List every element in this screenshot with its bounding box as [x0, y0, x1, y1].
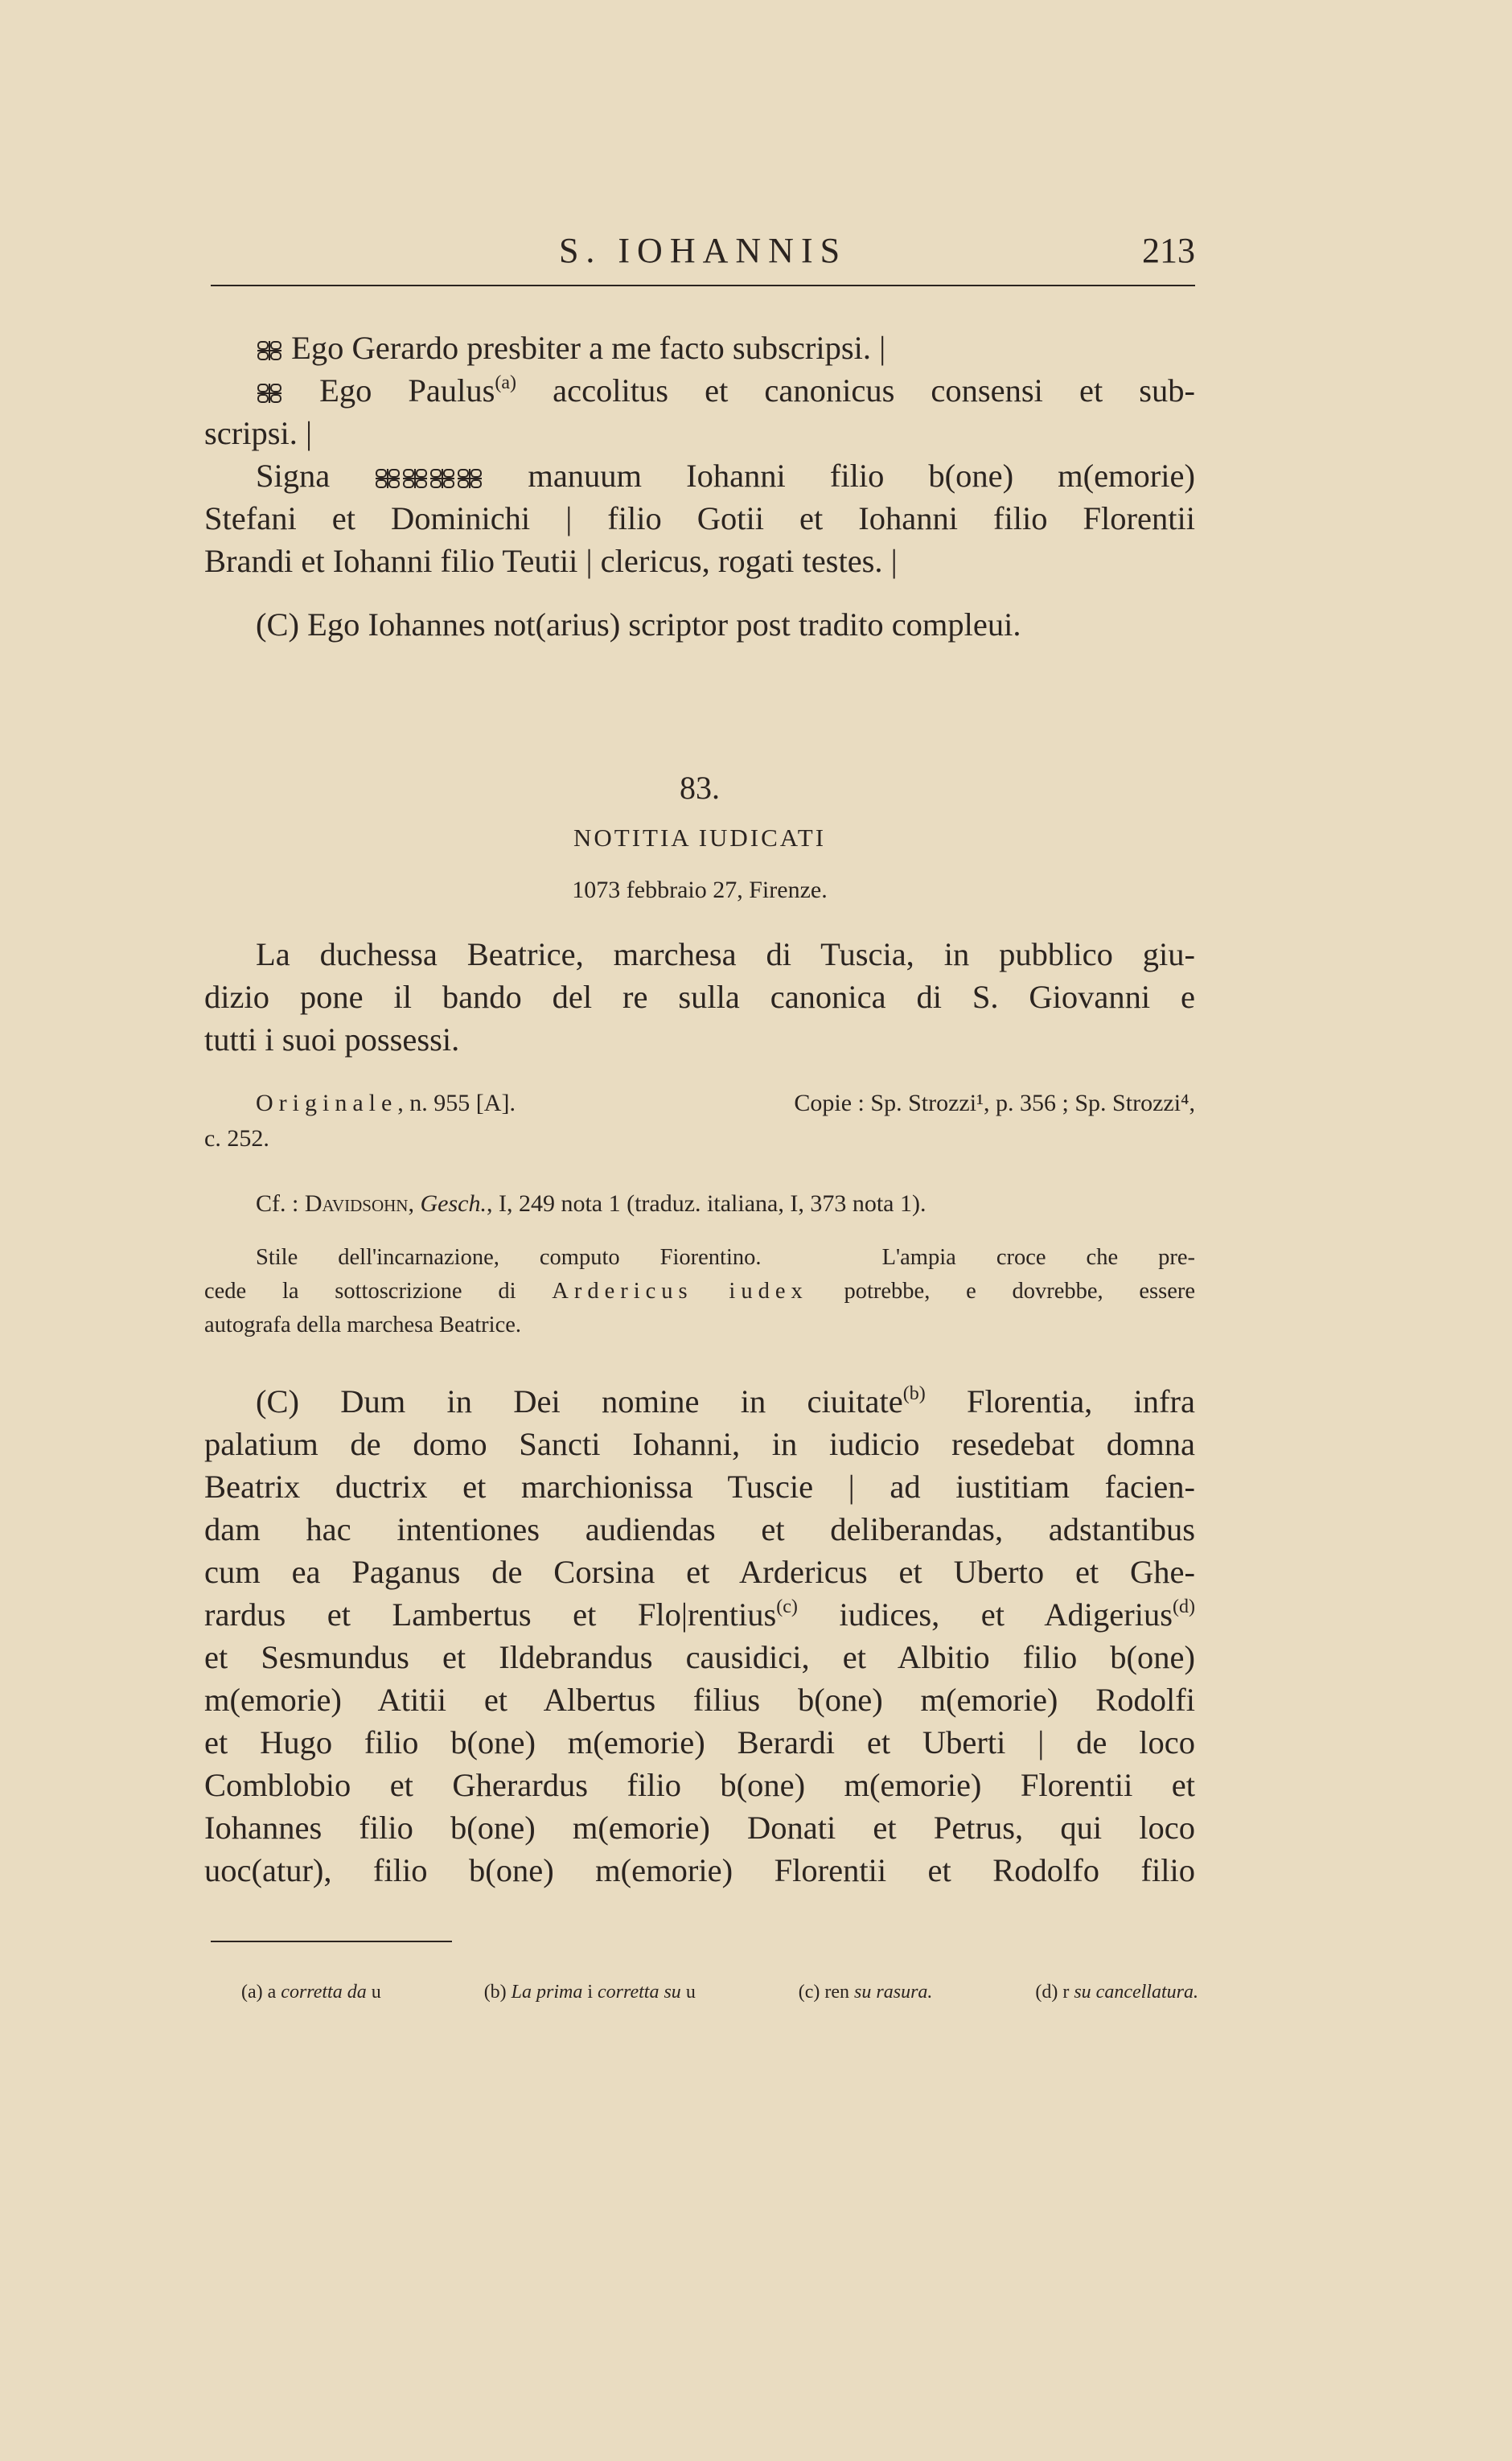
footnote-ref-d: (d) — [1173, 1596, 1196, 1617]
copies-continued: c. 252. — [204, 1125, 269, 1152]
cross-signum-icon — [430, 469, 454, 488]
literature-reference: Cf. : Davidsohn, Gesch., I, 249 nota 1 (traduz. italiana, I, 373 nota 1). — [256, 1190, 927, 1217]
regest-line: La duchessa Beatrice, marchesa di Tuscia, in pubblico giu- — [256, 936, 1195, 972]
notary-subscription: (C) Ego Iohannes not(arius) scriptor post tradito compleui. — [256, 606, 1021, 643]
footnote-a: (a) a corretta da u — [241, 1982, 381, 2003]
cross-signum-icon — [376, 469, 400, 488]
footnote-ref-a: (a) — [495, 372, 517, 393]
header-rule — [211, 285, 1195, 286]
running-header — [211, 227, 1195, 283]
subscriptions — [204, 327, 1195, 646]
footnote-c: (c) ren su rasura. — [798, 1982, 933, 2003]
footnote-b: (b) La prima i corretta su u — [483, 1982, 696, 2003]
running-title: S. IOHANNIS — [558, 231, 848, 270]
document-title: NOTITIA IUDICATI — [573, 824, 827, 852]
date-place: 1073 febbraio 27, Firenze. — [572, 877, 828, 903]
regest-line: tutti i suoi possessi. — [204, 1021, 460, 1058]
regest — [204, 933, 1195, 1061]
witnesses-line-end: Brandi et Iohanni filio Teutii | clericus, rogati testes. | — [204, 543, 898, 579]
footnote-ref-c: (c) — [776, 1596, 798, 1617]
tradition: Originale, n. 955 [A]. Copie : Sp. Strozzi¹, p. 356 ; Sp. Strozzi⁴, c. 252. — [204, 1086, 1195, 1157]
subscription-paulus-end: scripsi. | — [204, 415, 313, 451]
cross-signum-icon — [458, 469, 482, 488]
cross-signum-icon — [257, 341, 281, 360]
document-text: (C) Dum in Dei nomine in ciuitate$^{(b)}$ Florentia, infra palatium de domo Sancti Iohanni, in iudicio resedebat domna Beatrix ductrix et marchionissa Tuscie | ad iustitiam facien- dam hac intentiones audiendas et deliberandas, adstantibus cum ea Paganus de Corsina et Ardericus et Uberto et Ghe- rardus et Lambertus et Flo|rentius$^{(c)}$ iudices, et Adigerius$^{(d)}$ et Sesmundus et Ildebrandus causidici, et Albitio filio b(one) m(emorie) Atitii et Albertus filius b(one) m(emorie) Rodolfi et Hugo filio b(one) m(emorie) Berardi et Uberti | de loco Comblobio et Gherardus filio b(one) m(emorie) Florentii et Iohannes filio b(one) m(emorie) Donati et Petrus, qui loco uoc(atur), filio b(one) m(emorie) Florentii et Rodolfo filio — [204, 1383, 1196, 1888]
cf-work: Gesch. — [420, 1190, 487, 1217]
cross-signum-icon — [257, 384, 281, 403]
footnote-rule — [211, 1941, 452, 1942]
cf-author: Davidsohn — [304, 1190, 409, 1217]
editorial-note: Stile dell'incarnazione, computo Fiorentino. L'ampia croce che pre- cede la sottoscrizione di Ardericus iudex potrebbe, e dovrebbe, essere autografa della marchesa Beatrice. — [204, 1245, 1196, 1337]
page-number: 213 — [1142, 231, 1195, 270]
tradition-label: Originale — [256, 1090, 398, 1116]
footnote-ref-b: (b) — [902, 1383, 926, 1404]
footnotes — [241, 1982, 1198, 2003]
copies: Copie : Sp. Strozzi¹, p. 356 ; Sp. Strozzi⁴, — [794, 1090, 1195, 1116]
document-number: 83. — [680, 770, 720, 806]
subscription-gerardo: Ego Gerardo presbiter a me facto subscripsi. | — [204, 327, 1195, 369]
signa-witnesses: Signa manuum Iohanni filio b(one) m(emorie) — [256, 458, 1195, 494]
subscription-paulus: Ego Paulus$^{(a)}$ accolitus et canonicus consensi et sub- — [204, 369, 1195, 412]
cross-signum-icon — [403, 469, 427, 488]
regest-line: dizio pone il bando del re sulla canonica di S. Giovanni e — [204, 979, 1195, 1015]
footnote-d: (d) r su cancellatura. — [1035, 1982, 1198, 2003]
witnesses-line: Stefani et Dominichi | filio Gotii et Iohanni filio Florentii — [204, 500, 1195, 536]
